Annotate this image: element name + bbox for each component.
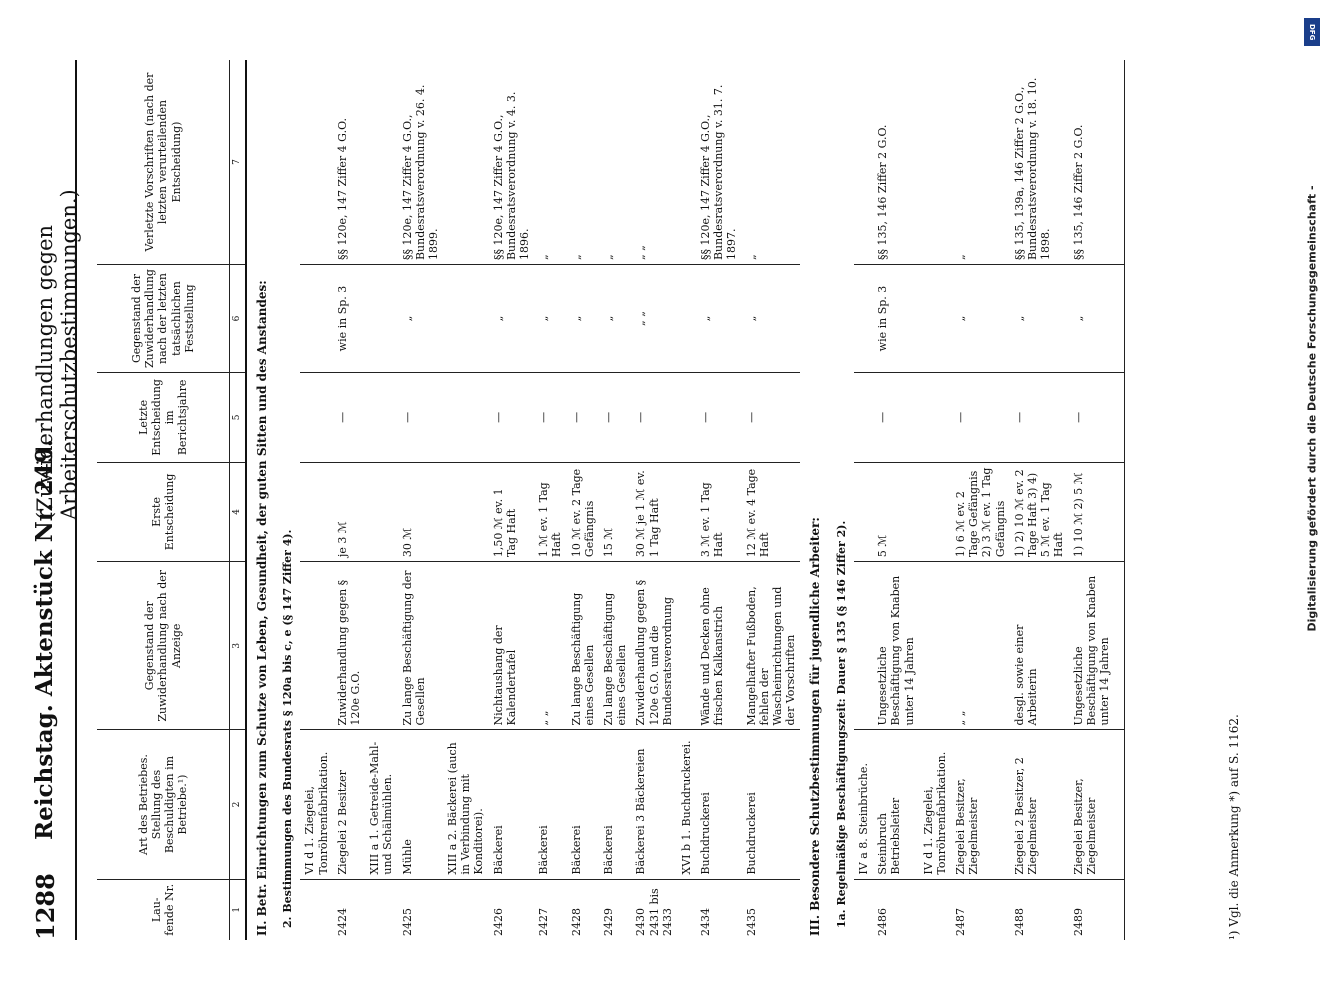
table-cell: 1) 10 ℳ 2) 5 ℳ (1069, 462, 1115, 561)
section-heading: II. Betr. Einrichtungen zum Schutze von Leben, Gesundheit, der guten Sitten und des Anstandes: (254, 280, 269, 936)
table-body (246, 60, 1125, 940)
table-cell: „ „ (631, 265, 677, 373)
empty-cell (300, 462, 332, 561)
empty-cell (443, 265, 489, 373)
empty-cell (919, 265, 951, 373)
table-row (1010, 60, 1069, 940)
table-cell: — (567, 373, 599, 463)
empty-cell (300, 562, 332, 730)
table-cell: „ (951, 60, 1010, 265)
column-header: Erste Entscheidung (97, 462, 230, 561)
table-row (631, 60, 677, 940)
empty-cell (300, 265, 332, 373)
group-label: IV a 8. Steinbrüche. (854, 730, 873, 879)
table-row (696, 60, 742, 940)
table-cell: 1) 6 ℳ ev. 2 Tage Gefängnis 2) 3 ℳ ev. 1 Tag Gefängnis (951, 462, 1010, 561)
page-header (23, 60, 81, 940)
page-title: Reichstag. Aktenstück Nr. 249. (31, 439, 58, 840)
table-cell: 2487 (954, 908, 968, 936)
empty-cell (443, 60, 489, 265)
footnote: ¹) Vgl. die Anmerkung *) auf S. 1162. (1227, 714, 1241, 940)
table-row (742, 60, 801, 940)
table-cell: Bäckerei (489, 730, 535, 879)
table-row (333, 60, 365, 940)
column-number: 6 (230, 265, 246, 373)
table-cell: — (489, 373, 535, 463)
table-cell: Ungesetzliche Beschäftigung von Knaben unter 14 Jahren (873, 562, 919, 730)
table-cell: wie in Sp. 3 (333, 265, 365, 373)
column-number-row (230, 60, 246, 940)
column-header: Letzte Entscheidung im Berichtsjahre (97, 373, 230, 463)
table-cell: Bäckerei (567, 730, 599, 879)
table-cell: Ungesetzliche Beschäftigung von Knaben unter 14 Jahren (1069, 562, 1115, 730)
column-header: Gegenstand der Zuwiderhandlung nach der letzten tatsächlichen Feststellung (97, 265, 230, 373)
table-cell: Zu lange Beschäftigung eines Gesellen (567, 562, 599, 730)
table-cell: — (631, 373, 677, 463)
column-number: 7 (230, 60, 246, 265)
empty-cell (443, 373, 489, 463)
empty-cell (443, 562, 489, 730)
group-label-row (677, 60, 696, 940)
empty-cell (677, 562, 696, 730)
group-label-row (443, 60, 489, 940)
table-cell: §§ 135, 146 Ziffer 2 G.O. (1069, 60, 1115, 265)
table-cell: 30 ℳ (398, 462, 444, 561)
rule-cell (1114, 265, 1125, 373)
table-cell: — (873, 373, 919, 463)
table-cell: Buchdruckerei (742, 730, 801, 879)
subsection-heading-row (277, 60, 300, 940)
side-margin (1298, 10, 1324, 990)
empty-cell (365, 462, 397, 561)
empty-cell (365, 373, 397, 463)
table-cell: — (1069, 373, 1115, 463)
rule-cell (1114, 60, 1125, 265)
table-cell: „ „ (534, 562, 566, 730)
table-cell: 2430 2431 bis 2433 (634, 888, 674, 936)
document-page (17, 20, 1307, 980)
section-heading: III. Besondere Schutzbestimmungen für jugendliche Arbeiter: (808, 517, 823, 936)
table-row (398, 60, 444, 940)
column-number: 2 (230, 730, 246, 879)
table-cell: „ „ (631, 60, 677, 265)
table-cell: „ (567, 265, 599, 373)
empty-cell (854, 879, 873, 940)
table-cell: „ (1010, 265, 1069, 373)
empty-cell (365, 60, 397, 265)
table-cell: Mühle (398, 730, 444, 879)
empty-cell (365, 265, 397, 373)
empty-cell (677, 60, 696, 265)
table-cell: Bäckerei 3 Bäckereien (631, 730, 677, 879)
group-label: VI d 1. Ziegelei, Tonröhrenfabrikation. (300, 730, 332, 879)
table-cell: §§ 120e, 147 Ziffer 4 G.O., Bundesratsverordnung v. 26. 4. 1899. (398, 60, 444, 265)
table-cell: „ (742, 265, 801, 373)
column-number: 4 (230, 462, 246, 561)
group-label: XIII a 2. Bäckerei (auch in Verbindung mit Konditorei). (443, 730, 489, 879)
empty-cell (854, 60, 873, 265)
empty-cell (443, 879, 489, 940)
table-cell: 1,50 ℳ ev. 1 Tag Haft (489, 462, 535, 561)
column-number: 5 (230, 373, 246, 463)
table-cell: „ (398, 265, 444, 373)
table-cell: 2435 (744, 908, 758, 936)
table-cell: 2489 (1071, 908, 1085, 936)
empty-cell (919, 879, 951, 940)
table-cell: — (599, 373, 631, 463)
table-row (567, 60, 599, 940)
table-cell: 3 ℳ ev. 1 Tag Haft (696, 462, 742, 561)
table-cell: — (696, 373, 742, 463)
table-cell: 2425 (400, 908, 414, 936)
empty-cell (677, 879, 696, 940)
section-heading-row (800, 60, 830, 940)
table-cell: 12 ℳ ev. 4 Tage Haft (742, 462, 801, 561)
table-cell: Ziegelei Besitzer, Ziegelmeister (1069, 730, 1115, 879)
empty-cell (365, 879, 397, 940)
table-cell: „ (742, 60, 801, 265)
table-cell: „ (951, 265, 1010, 373)
table-cell: §§ 120e, 147 Ziffer 4 G.O., Bundesratsverordnung v. 31. 7. 1897. (696, 60, 742, 265)
table-cell: Zuwiderhandlung gegen § 120e G.O. und die Bundesratsverordnung (631, 562, 677, 730)
empty-cell (919, 562, 951, 730)
rule-cell (1114, 879, 1125, 940)
table-cell: 2426 (491, 908, 505, 936)
table-cell: — (1010, 373, 1069, 463)
empty-cell (677, 462, 696, 561)
table-cell: „ (696, 265, 742, 373)
column-header: Gegenstand der Zuwiderhandlung nach der Anzeige (97, 562, 230, 730)
subsection-heading-row (831, 60, 854, 940)
group-label-row (854, 60, 873, 940)
table-cell: Zu lange Beschäftigung eines Gesellen (599, 562, 631, 730)
table-row (489, 60, 535, 940)
violations-table (97, 60, 1125, 940)
empty-cell (300, 60, 332, 265)
table-row (1069, 60, 1115, 940)
page-number: 1288 (31, 873, 60, 940)
table-cell: „ „ (951, 562, 1010, 730)
table-cell: Bäckerei (534, 730, 566, 879)
table-cell: — (951, 373, 1010, 463)
empty-cell (854, 373, 873, 463)
table-cell: 10 ℳ ev. 2 Tage Gefängnis (567, 462, 599, 561)
rule-cell (1114, 462, 1125, 561)
table-cell: — (534, 373, 566, 463)
page-subtitle: (Zuwiderhandlungen gegen Arbeiterschutzbestimmungen.) (33, 189, 81, 520)
table-cell: §§ 120e, 147 Ziffer 4 G.O. (333, 60, 365, 265)
empty-cell (300, 879, 332, 940)
empty-cell (300, 373, 332, 463)
digitization-note: Digitalisierung gefördert durch die Deutsche Forschungsgemeinschaft - (1305, 185, 1319, 632)
header-rule (75, 60, 77, 940)
table-cell: — (333, 373, 365, 463)
empty-cell (677, 373, 696, 463)
column-header-row (97, 60, 230, 940)
table-cell: 15 ℳ (599, 462, 631, 561)
table-cell: §§ 135, 146 Ziffer 2 G.O. (873, 60, 919, 265)
column-header: Verletzte Vorschriften (nach der letzten verurteilenden Entscheidung) (97, 60, 230, 265)
table-cell: 5 ℳ (873, 462, 919, 561)
empty-cell (854, 265, 873, 373)
column-header: Lau-fende Nr. (97, 879, 230, 940)
table-cell: Steinbruch Betriebsleiter (873, 730, 919, 879)
table-cell: „ (599, 265, 631, 373)
column-number: 1 (230, 879, 246, 940)
dfg-badge: DFG (1304, 18, 1320, 46)
table-cell: Ziegelei 2 Besitzer (333, 730, 365, 879)
table-cell: „ (534, 60, 566, 265)
table-cell: 30 ℳ je 1 ℳ ev. 1 Tag Haft (631, 462, 677, 561)
empty-cell (854, 462, 873, 561)
table-cell: Ziegelei Besitzer, Ziegelmeister (951, 730, 1010, 879)
column-header: Art des Betriebes. Stellung des Beschuldigten im Betriebe.¹) (97, 730, 230, 879)
table-cell: 2486 (876, 908, 890, 936)
rule-cell (1114, 373, 1125, 463)
table-cell: 2434 (699, 908, 713, 936)
table-cell: Zu lange Beschäftigung der Gesellen (398, 562, 444, 730)
table-cell: „ (489, 265, 535, 373)
empty-cell (919, 462, 951, 561)
table-cell: — (742, 373, 801, 463)
empty-cell (854, 562, 873, 730)
table-cell: je 3 ℳ (333, 462, 365, 561)
table-cell: — (398, 373, 444, 463)
table-cell: 2488 (1012, 908, 1026, 936)
table-cell: „ (1069, 265, 1115, 373)
table-cell: Nichtaushang der Kalendertafel (489, 562, 535, 730)
subsection-heading: 1a. Regelmäßige Beschäftigungszeit: Dauer § 135 (§ 146 Ziffer 2). (834, 520, 848, 928)
table-row (534, 60, 566, 940)
table-cell: Wände und Decken ohne frischen Kalkanstrich (696, 562, 742, 730)
table-cell: „ (534, 265, 566, 373)
table-cell: „ (567, 60, 599, 265)
empty-cell (365, 562, 397, 730)
table-cell: „ (599, 60, 631, 265)
table-cell: Bäckerei (599, 730, 631, 879)
group-label-row (365, 60, 397, 940)
empty-cell (677, 265, 696, 373)
table-cell: 2427 (537, 908, 551, 936)
table-cell: 2429 (601, 908, 615, 936)
table-row (873, 60, 919, 940)
empty-cell (443, 462, 489, 561)
rotated-page (17, 20, 1307, 980)
subsection-heading: 2. Bestimmungen des Bundesrats § 120a bis c, e (§ 147 Ziffer 4). (281, 529, 295, 928)
rule-cell (1114, 562, 1125, 730)
table-cell: 2428 (569, 908, 583, 936)
group-label-row (919, 60, 951, 940)
table-cell: desgl. sowie einer Arbeiterin (1010, 562, 1069, 730)
table-cell: §§ 120e, 147 Ziffer 4 G.O., Bundesratsverordnung v. 4. 3. 1896. (489, 60, 535, 265)
empty-cell (919, 373, 951, 463)
table-cell: Zuwiderhandlung gegen § 120e G.O. (333, 562, 365, 730)
table-cell: Buchdruckerei (696, 730, 742, 879)
table-cell: Ziegelei 2 Besitzer, 2 Ziegelmeister (1010, 730, 1069, 879)
group-label-row (300, 60, 332, 940)
section-heading-row (246, 60, 277, 940)
table-cell: wie in Sp. 3 (873, 265, 919, 373)
table-cell: 1 ℳ ev. 1 Tag Haft (534, 462, 566, 561)
column-number: 3 (230, 562, 246, 730)
rule-cell (1114, 730, 1125, 879)
table-cell: Mangelhafter Fußboden, fehlen der Wascheinrichtungen und der Vorschriften (742, 562, 801, 730)
group-label: XIII a 1. Getreide-Mahl- und Schälmühlen. (365, 730, 397, 879)
group-label: IV d 1. Ziegelei, Tonröhrenfabrikation. (919, 730, 951, 879)
table-row (951, 60, 1010, 940)
table-cell: 1) 2) 10 ℳ ev. 2 Tage Haft 3) 4) 5 ℳ ev. 1 Tag Haft (1010, 462, 1069, 561)
table-row (599, 60, 631, 940)
table-cell: §§ 135, 139a, 146 Ziffer 2 G.O., Bundesratsverordnung v. 18. 10. 1898. (1010, 60, 1069, 265)
group-label: XVI b 1. Buchdruckerei. (677, 730, 696, 879)
table-bottom-rule (1114, 60, 1125, 940)
table-cell: 2424 (335, 908, 349, 936)
empty-cell (919, 60, 951, 265)
